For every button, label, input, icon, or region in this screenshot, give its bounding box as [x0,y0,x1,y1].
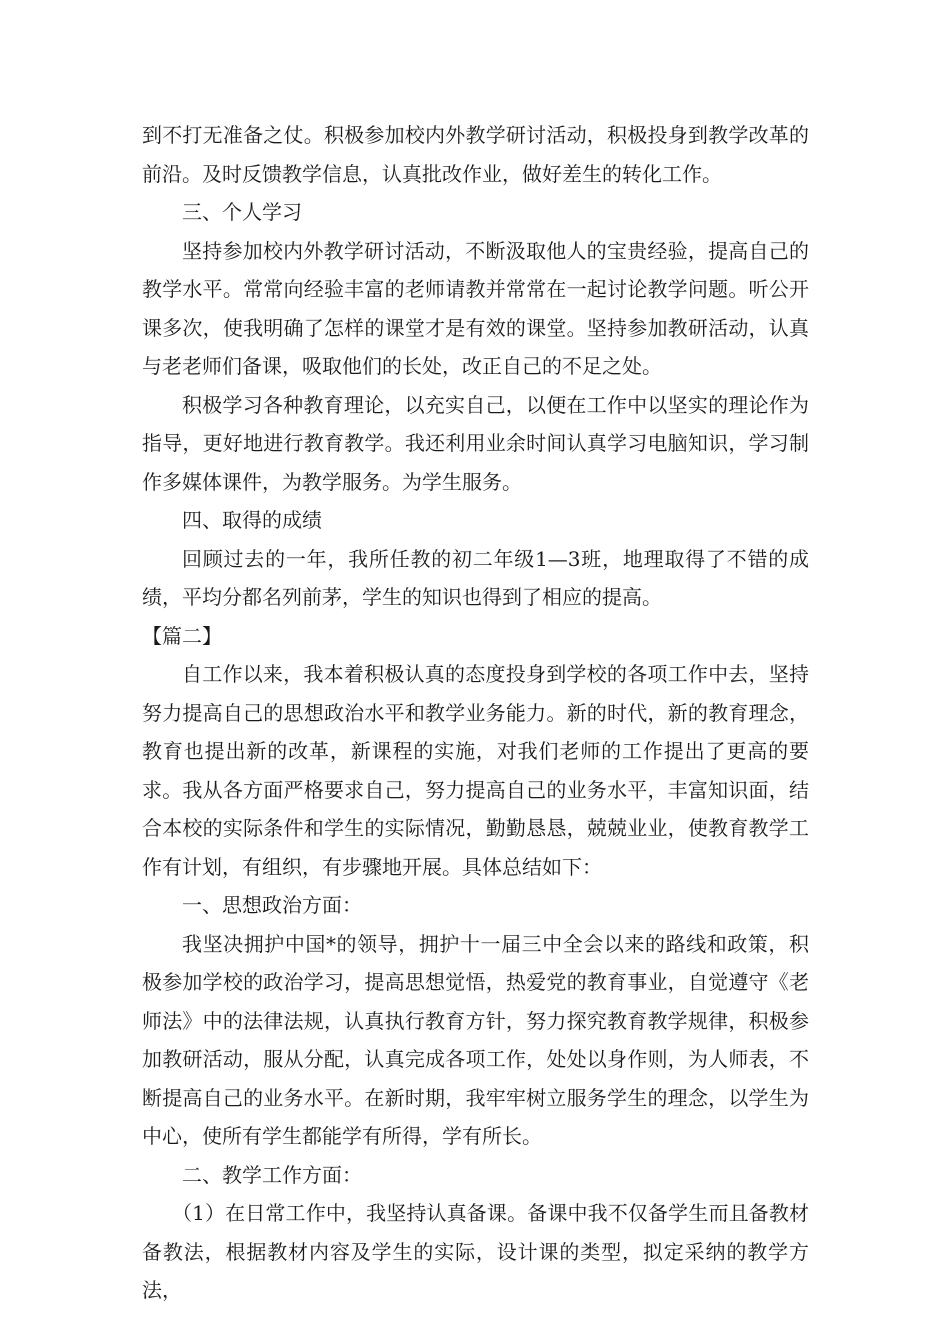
paragraph: 积极学习各种教育理论，以充实自己，以便在工作中以坚实的理论作为指导，更好地进行教育教学。我还利用业余时间认真学习电脑知识，学习制作多媒体课件，为教学服务。为学生服务。 [142,392,809,494]
heading-achievements: 四、取得的成绩 [182,508,322,532]
paragraph: 坚持参加校内外教学研讨活动，不断汲取他人的宝贵经验，提高自己的教学水平。常常向经验丰富的老师请教并常常在一起讨论教学问题。听公开课多次，使我明确了怎样的课堂才是有效的课堂。坚持参加教研活动，认真与老老师们备课，吸取他们的长处，改正自己的不足之处。 [142,238,809,378]
section-title: 【篇二】 [142,623,222,648]
paragraph: 自工作以来，我本着积极认真的态度投身到学校的各项工作中去，坚持努力提高自己的思想政治水平和教学业务能力。新的时代，新的教育理念，教育也提出新的改革，新课程的实施，对我们老师的工作提出了更高的要求。我从各方面严格要求自己，努力提高自己的业务水平，丰富知识面，结合本校的实际条件和学生的实际情况，勤勤恳恳，兢兢业业，使教育教学工作有计划，有组织，有步骤地开展。具体总结如下： [142,662,809,879]
document-body [142,116,809,1310]
heading-personal-study: 三、个人学习 [182,200,302,224]
heading-political: 一、思想政治方面： [182,893,362,917]
paragraph-continuation: 到不打无准备之仗。积极参加校内外教学研讨活动，积极投身到教学改革的前沿。及时反馈教学信息，认真批改作业，做好差生的转化工作。 [142,123,809,186]
paragraph-list-item: （1）在日常工作中，我坚持认真备课。备课中我不仅备学生而且备教材备教法，根据教材内容及学生的实际，设计课的类型，拟定采纳的教学方法， [142,1201,809,1302]
heading-teaching-work: 二、教学工作方面： [182,1162,362,1187]
paragraph: 我坚决拥护中国*的领导，拥护十一届三中全会以来的路线和政策，积极参加学校的政治学习，提高思想觉悟，热爱党的教育事业，自觉遵守《老师法》中的法律法规，认真执行教育方针，努力探究教育教学规律，积极参加教研活动，服从分配，认真完成各项工作，处处以身作则，为人师表，不断提高自己的业务水平。在新时期，我牢牢树立服务学生的理念，以学生为中心，使所有学生都能学有所得，学有所长。 [142,931,809,1148]
paragraph: 回顾过去的一年，我所任教的初二年级1—3班，地理取得了不错的成绩，平均分都名列前茅，学生的知识也得到了相应的提高。 [142,546,809,609]
